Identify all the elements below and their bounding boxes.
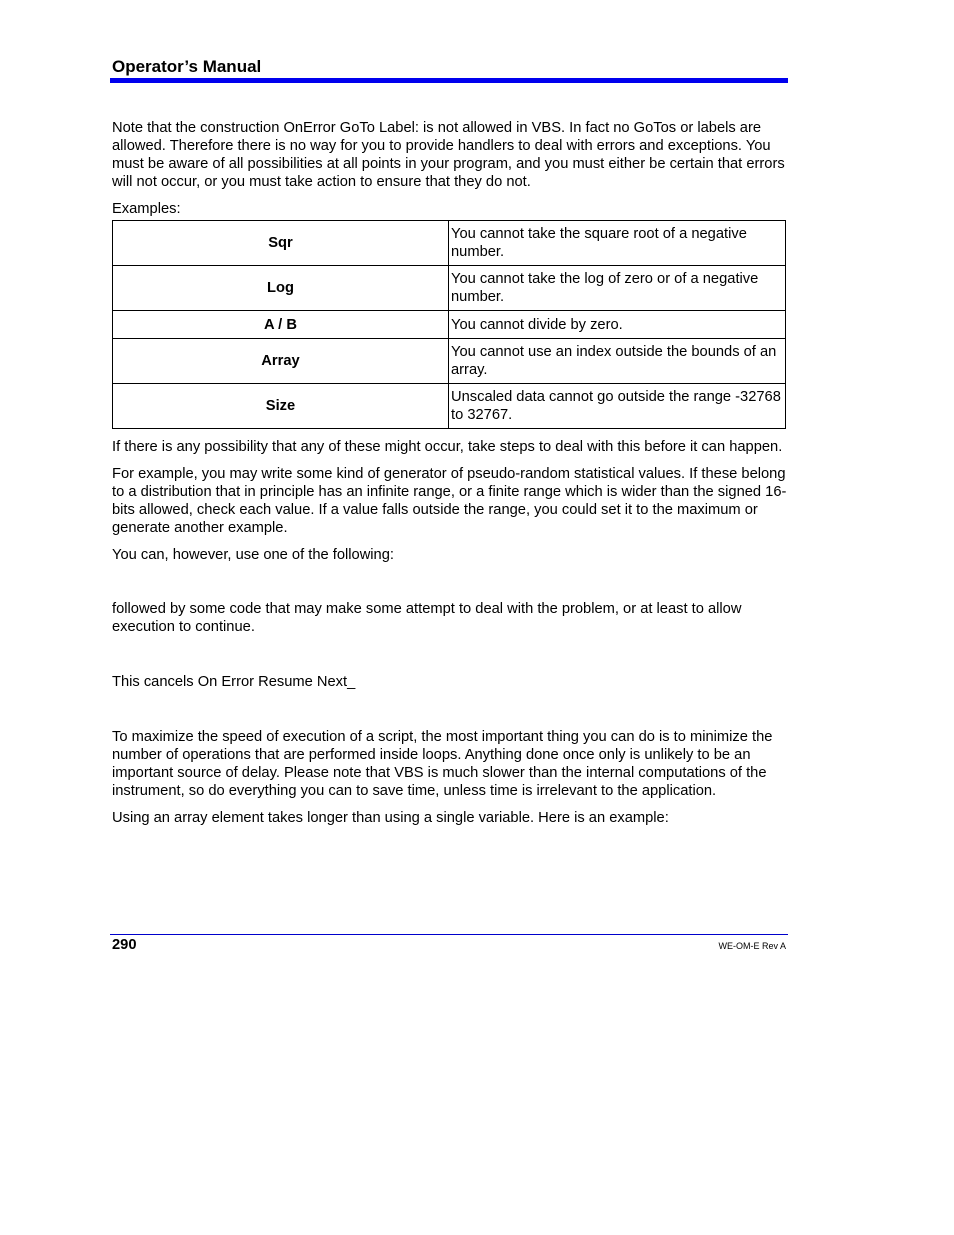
can-use-paragraph: You can, however, use one of the following: xyxy=(112,547,394,563)
page-content xyxy=(112,119,788,827)
cancels-paragraph: This cancels On Error Resume Next_ xyxy=(112,674,356,690)
operation-cell: Array xyxy=(113,339,449,384)
table-row xyxy=(113,384,786,429)
description-cell: You cannot divide by zero. xyxy=(449,311,786,339)
table-row xyxy=(113,311,786,339)
page-number: 290 xyxy=(112,937,137,953)
document-id: WE-OM-E Rev A xyxy=(718,941,786,951)
description-cell: Unscaled data cannot go outside the range -32768 to 32767. xyxy=(449,384,786,429)
examples-label: Examples: xyxy=(112,201,181,217)
table-row xyxy=(113,221,786,266)
examples-table xyxy=(112,220,786,429)
operation-cell: Log xyxy=(113,266,449,311)
table-row xyxy=(113,266,786,311)
header-rule xyxy=(110,78,788,83)
array-paragraph: Using an array element takes longer than using a single variable. Here is an example: xyxy=(112,810,669,826)
description-cell: You cannot take the square root of a negative number. xyxy=(449,221,786,266)
possibility-paragraph: If there is any possibility that any of these might occur, take steps to deal with this before it can happen. xyxy=(112,439,783,455)
table-row xyxy=(113,339,786,384)
operation-cell: Size xyxy=(113,384,449,429)
running-header-title: Operator’s Manual xyxy=(112,57,262,76)
operation-cell: A / B xyxy=(113,311,449,339)
footer-rule xyxy=(110,934,788,935)
generator-example-paragraph: For example, you may write some kind of generator of pseudo-random statistical values. If these belong to a distribution that in principle has an infinite range, or a finite range which is wider than the signed 16-bits allowed, check each value. If a value falls outside the range, you could set it to the maximum or generate another example. xyxy=(112,466,787,536)
description-cell: You cannot use an index outside the bounds of an array. xyxy=(449,339,786,384)
followed-by-paragraph: followed by some code that may make some attempt to deal with the problem, or at least to allow execution to continue. xyxy=(112,601,742,635)
intro-paragraph: Note that the construction OnError GoTo Label: is not allowed in VBS. In fact no GoTos or labels are allowed. Therefore there is no way for you to provide handlers to deal with errors and exceptions. You must be aware of all possibilities at all points in your program, and you must either be certain that errors will not occur, or you must take action to ensure that they do not. xyxy=(112,120,785,190)
description-cell: You cannot take the log of zero or of a negative number. xyxy=(449,266,786,311)
operation-cell: Sqr xyxy=(113,221,449,266)
speed-paragraph: To maximize the speed of execution of a script, the most important thing you can do is to minimize the number of operations that are performed inside loops. Anything done once only is unlikely to be an important source of delay. Please note that VBS is much slower than the internal computations of the instrument, so do everything you can to save time, unless time is irrelevant to the application. xyxy=(112,729,773,799)
